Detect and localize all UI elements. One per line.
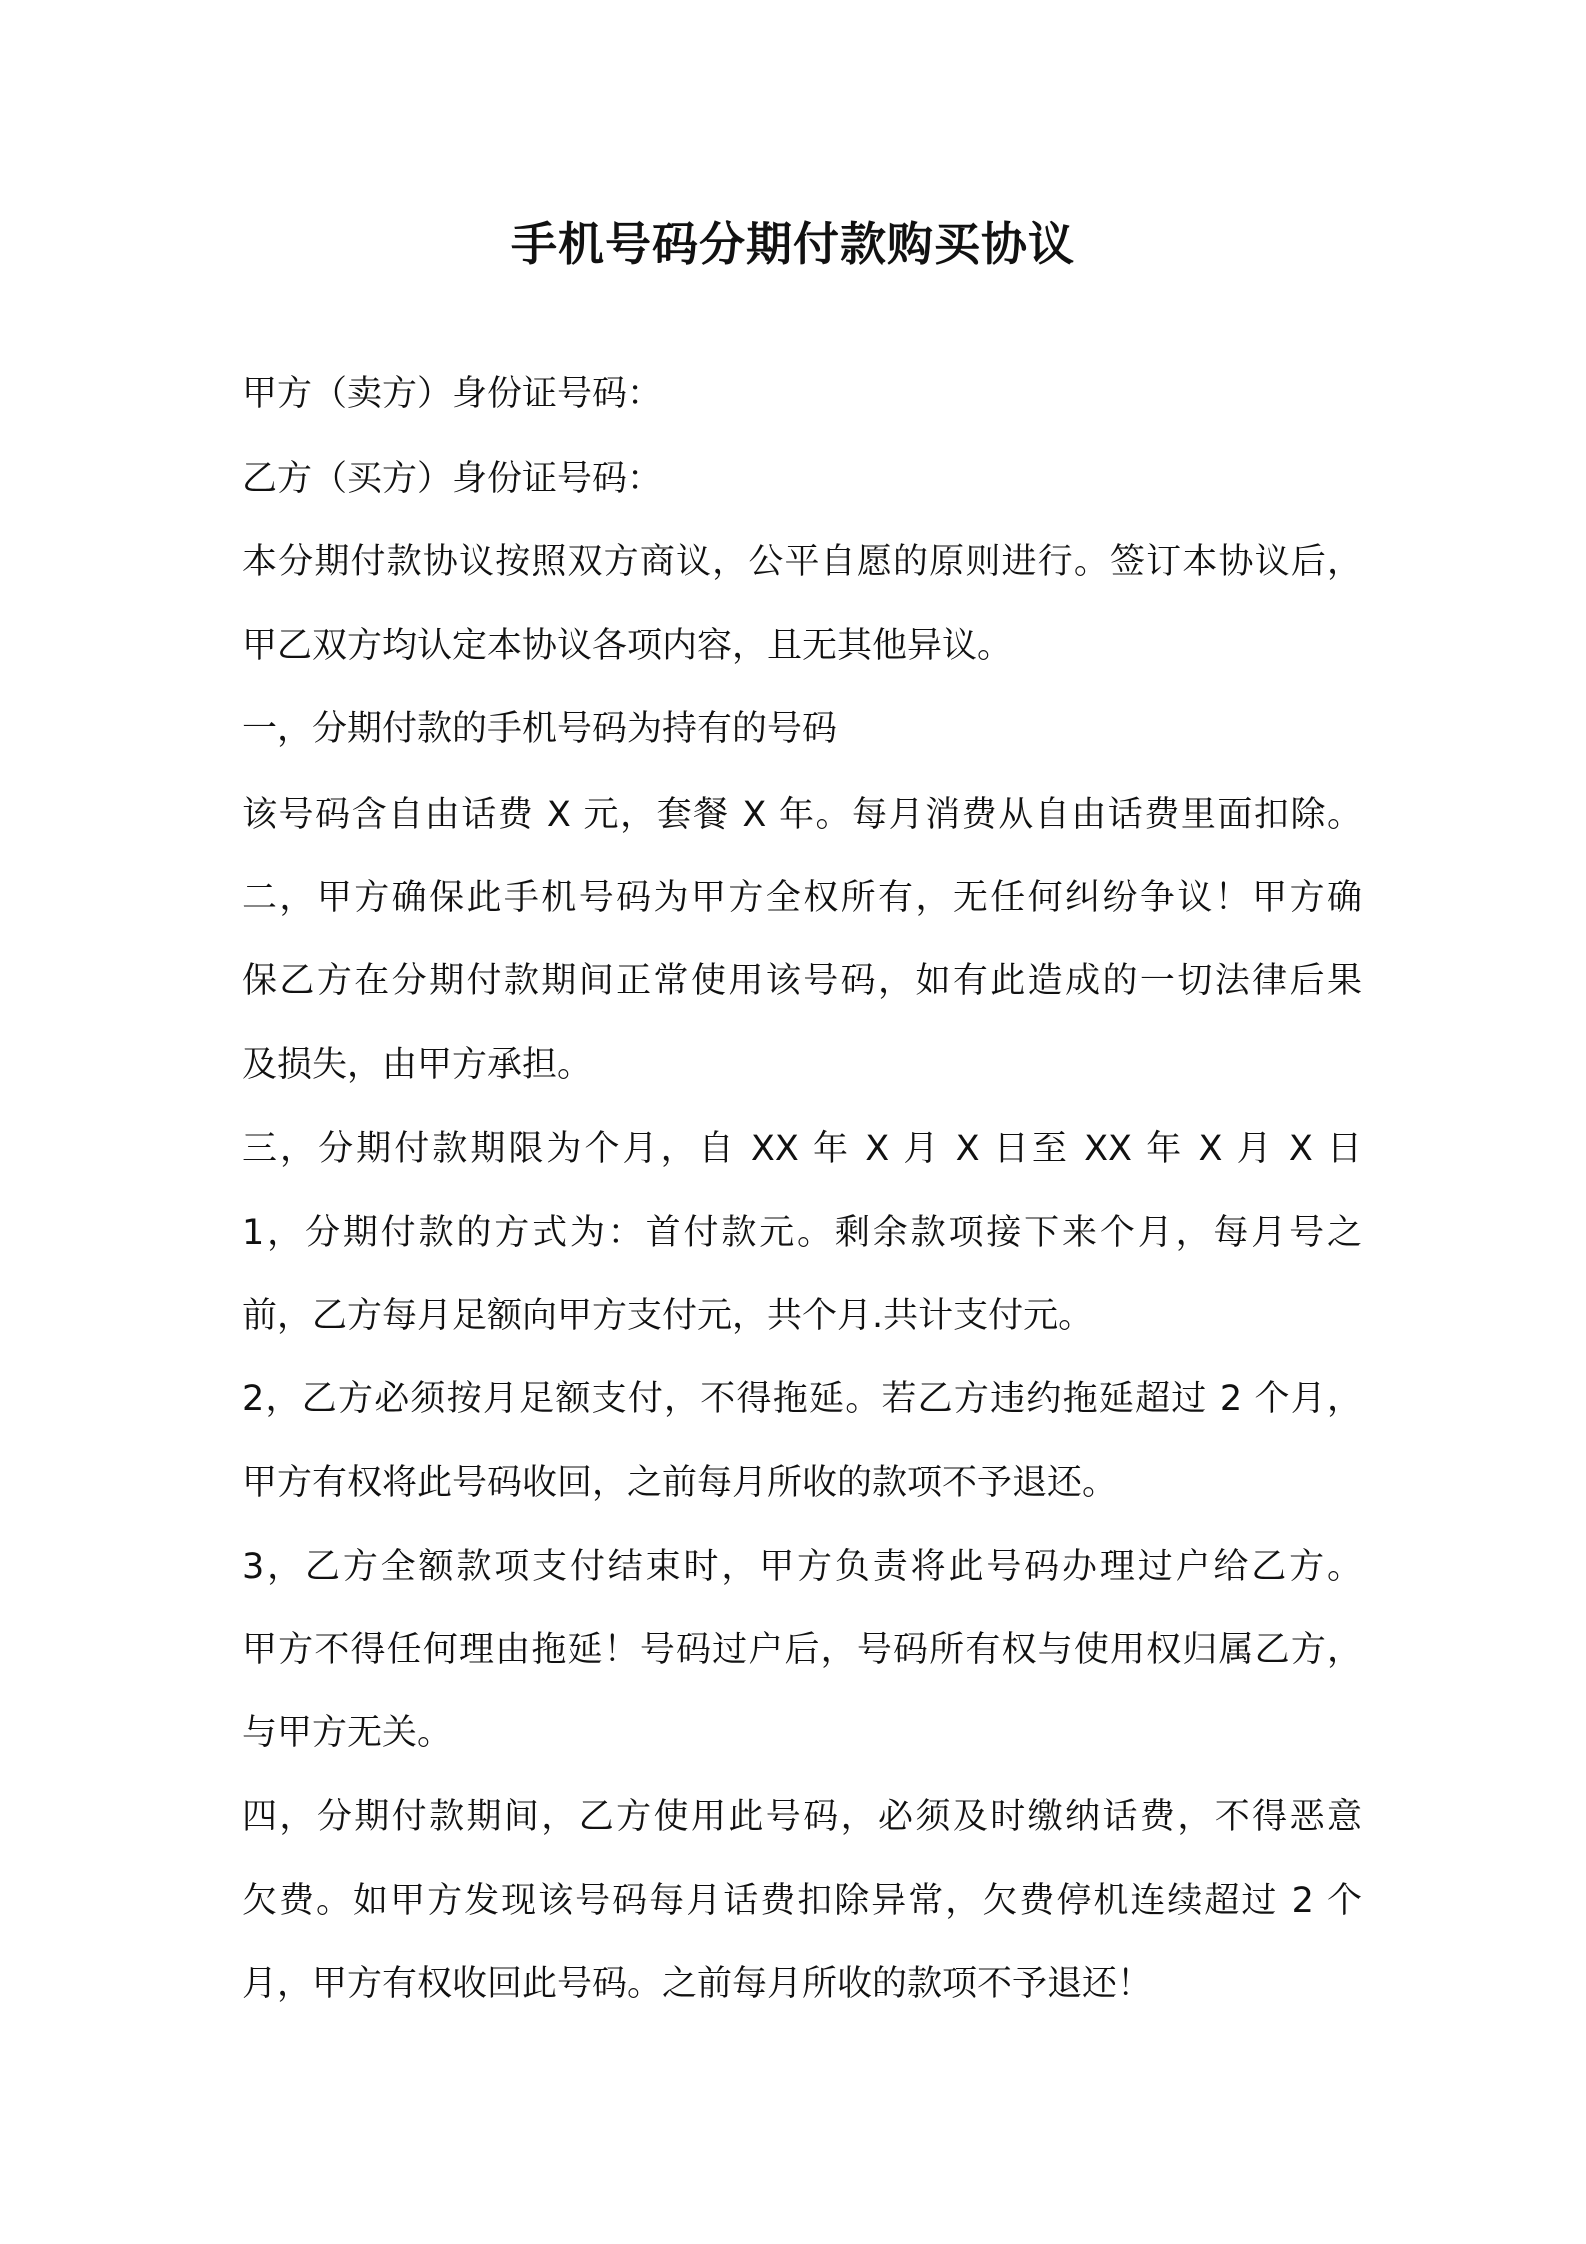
paragraph-line: 欠费。如甲方发现该号码每月话费扣除异常，欠费停机连续超过 2 个 <box>242 1881 1362 1921</box>
paragraph-line: 1，分期付款的方式为：首付款元。剩余款项接下来个月，每月号之 <box>242 1213 1362 1253</box>
party-b-id-line: 乙方（买方）身份证号码： <box>242 459 663 499</box>
document-title: 手机号码分期付款购买协议 <box>511 217 1075 271</box>
paragraph-line: 前，乙方每月足额向甲方支付元，共个月.共计支付元。 <box>242 1296 1094 1336</box>
paragraph-line: 保乙方在分期付款期间正常使用该号码，如有此造成的一切法律后果 <box>242 961 1362 1001</box>
clause-4-line: 四，分期付款期间，乙方使用此号码，必须及时缴纳话费，不得恶意 <box>242 1797 1362 1837</box>
paragraph-line: 甲乙双方均认定本协议各项内容，且无其他异议。 <box>242 626 1013 666</box>
party-a-id-line: 甲方（卖方）身份证号码： <box>242 374 663 414</box>
paragraph-line: 本分期付款协议按照双方商议，公平自愿的原则进行。签订本协议后， <box>242 542 1362 582</box>
clause-2-line: 二，甲方确保此手机号码为甲方全权所有，无任何纠纷争议！甲方确 <box>242 878 1362 918</box>
paragraph-line: 该号码含自由话费 X 元，套餐 X 年。每月消费从自由话费里面扣除。 <box>242 795 1362 835</box>
paragraph-line: 月，甲方有权收回此号码。之前每月所收的款项不予退还！ <box>242 1964 1153 2004</box>
paragraph-line: 2，乙方必须按月足额支付，不得拖延。若乙方违约拖延超过 2 个月， <box>242 1379 1362 1419</box>
paragraph-line: 及损失，由甲方承担。 <box>242 1045 593 1085</box>
clause-1-heading: 一，分期付款的手机号码为持有的号码 <box>242 709 838 749</box>
clause-3-line: 三，分期付款期限为个月，自 XX 年 X 月 X 日至 XX 年 X 月 X 日 <box>242 1129 1362 1169</box>
paragraph-line: 甲方有权将此号码收回，之前每月所收的款项不予退还。 <box>242 1463 1118 1503</box>
paragraph-line: 与甲方无关。 <box>242 1713 453 1753</box>
paragraph-line: 甲方不得任何理由拖延！号码过户后，号码所有权与使用权归属乙方， <box>242 1630 1362 1670</box>
paragraph-line: 3，乙方全额款项支付结束时，甲方负责将此号码办理过户给乙方。 <box>242 1547 1362 1587</box>
